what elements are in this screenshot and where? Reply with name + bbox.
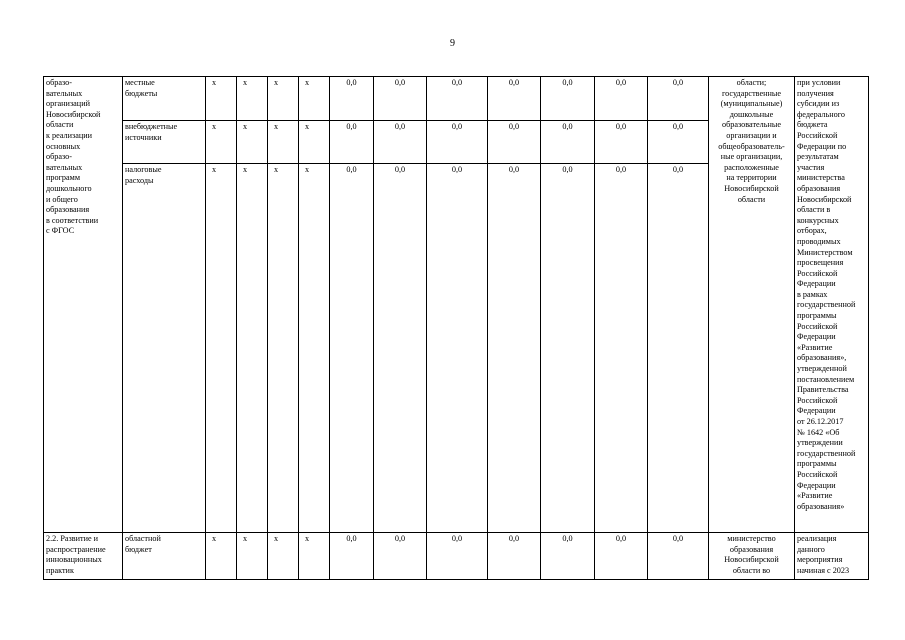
measure-cell: образо- вательных организаций Новосибирской области к реализации основных образо- вательных программ дошкольного и общего образования в соответствии с ФГОС: [44, 77, 123, 533]
page-number: 9: [450, 38, 455, 49]
measure-cell: 2.2. Развитие и распространение инновационных практик: [44, 533, 123, 580]
value-cell: 0,0: [541, 121, 595, 164]
x-cell: x: [237, 533, 268, 580]
value-cell: 0,0: [541, 77, 595, 121]
x-cell: x: [268, 77, 299, 121]
value-cell: 0,0: [427, 121, 488, 164]
value-cell: 0,0: [488, 164, 541, 533]
value-cell: 0,0: [427, 164, 488, 533]
value-cell: 0,0: [330, 121, 374, 164]
value-cell: 0,0: [488, 77, 541, 121]
executor-cell: области; государственные (муниципальные) дошкольные образовательные организации и общеобразователь- ные организации, расположенные на территории Новосибирской области: [709, 77, 795, 533]
x-cell: x: [268, 533, 299, 580]
x-cell: x: [206, 77, 237, 121]
x-cell: x: [206, 533, 237, 580]
value-cell: 0,0: [595, 121, 648, 164]
table-row: [44, 533, 869, 580]
value-cell: 0,0: [488, 533, 541, 580]
value-cell: 0,0: [374, 164, 427, 533]
financing-table: [43, 76, 869, 580]
value-cell: 0,0: [374, 533, 427, 580]
source-cell: налоговые расходы: [123, 164, 206, 533]
value-cell: 0,0: [595, 77, 648, 121]
value-cell: 0,0: [374, 77, 427, 121]
value-cell: 0,0: [427, 77, 488, 121]
source-cell: местные бюджеты: [123, 77, 206, 121]
source-cell: областной бюджет: [123, 533, 206, 580]
value-cell: 0,0: [648, 164, 709, 533]
value-cell: 0,0: [330, 533, 374, 580]
value-cell: 0,0: [595, 533, 648, 580]
value-cell: 0,0: [541, 533, 595, 580]
value-cell: 0,0: [648, 121, 709, 164]
x-cell: x: [206, 164, 237, 533]
table-row: [44, 77, 869, 121]
executor-cell: министерство образования Новосибирской области во: [709, 533, 795, 580]
value-cell: 0,0: [541, 164, 595, 533]
x-cell: x: [299, 121, 330, 164]
x-cell: x: [237, 164, 268, 533]
result-cell: при условии получения субсидии из федерального бюджета Российской Федерации по результатам участия министерства образования Новосибирской области в конкурсных отборах, проводимых Министерством просвещения Российской Федерации в рамках государственной программы Российской Федерации «Развитие образования», утвержденной постановлением Правительства Российской Федерации от 26.12.2017 № 1642 «Об утверждении государственной программы Российской Федерации «Развитие образования»: [795, 77, 869, 533]
x-cell: x: [299, 533, 330, 580]
value-cell: 0,0: [648, 77, 709, 121]
x-cell: x: [268, 121, 299, 164]
value-cell: 0,0: [330, 164, 374, 533]
x-cell: x: [237, 121, 268, 164]
value-cell: 0,0: [488, 121, 541, 164]
x-cell: x: [299, 77, 330, 121]
value-cell: 0,0: [595, 164, 648, 533]
value-cell: 0,0: [648, 533, 709, 580]
source-cell: внебюджетные источники: [123, 121, 206, 164]
x-cell: x: [237, 77, 268, 121]
value-cell: 0,0: [374, 121, 427, 164]
x-cell: x: [299, 164, 330, 533]
value-cell: 0,0: [427, 533, 488, 580]
result-cell: реализация данного мероприятия начиная с 2023: [795, 533, 869, 580]
value-cell: 0,0: [330, 77, 374, 121]
x-cell: x: [268, 164, 299, 533]
x-cell: x: [206, 121, 237, 164]
